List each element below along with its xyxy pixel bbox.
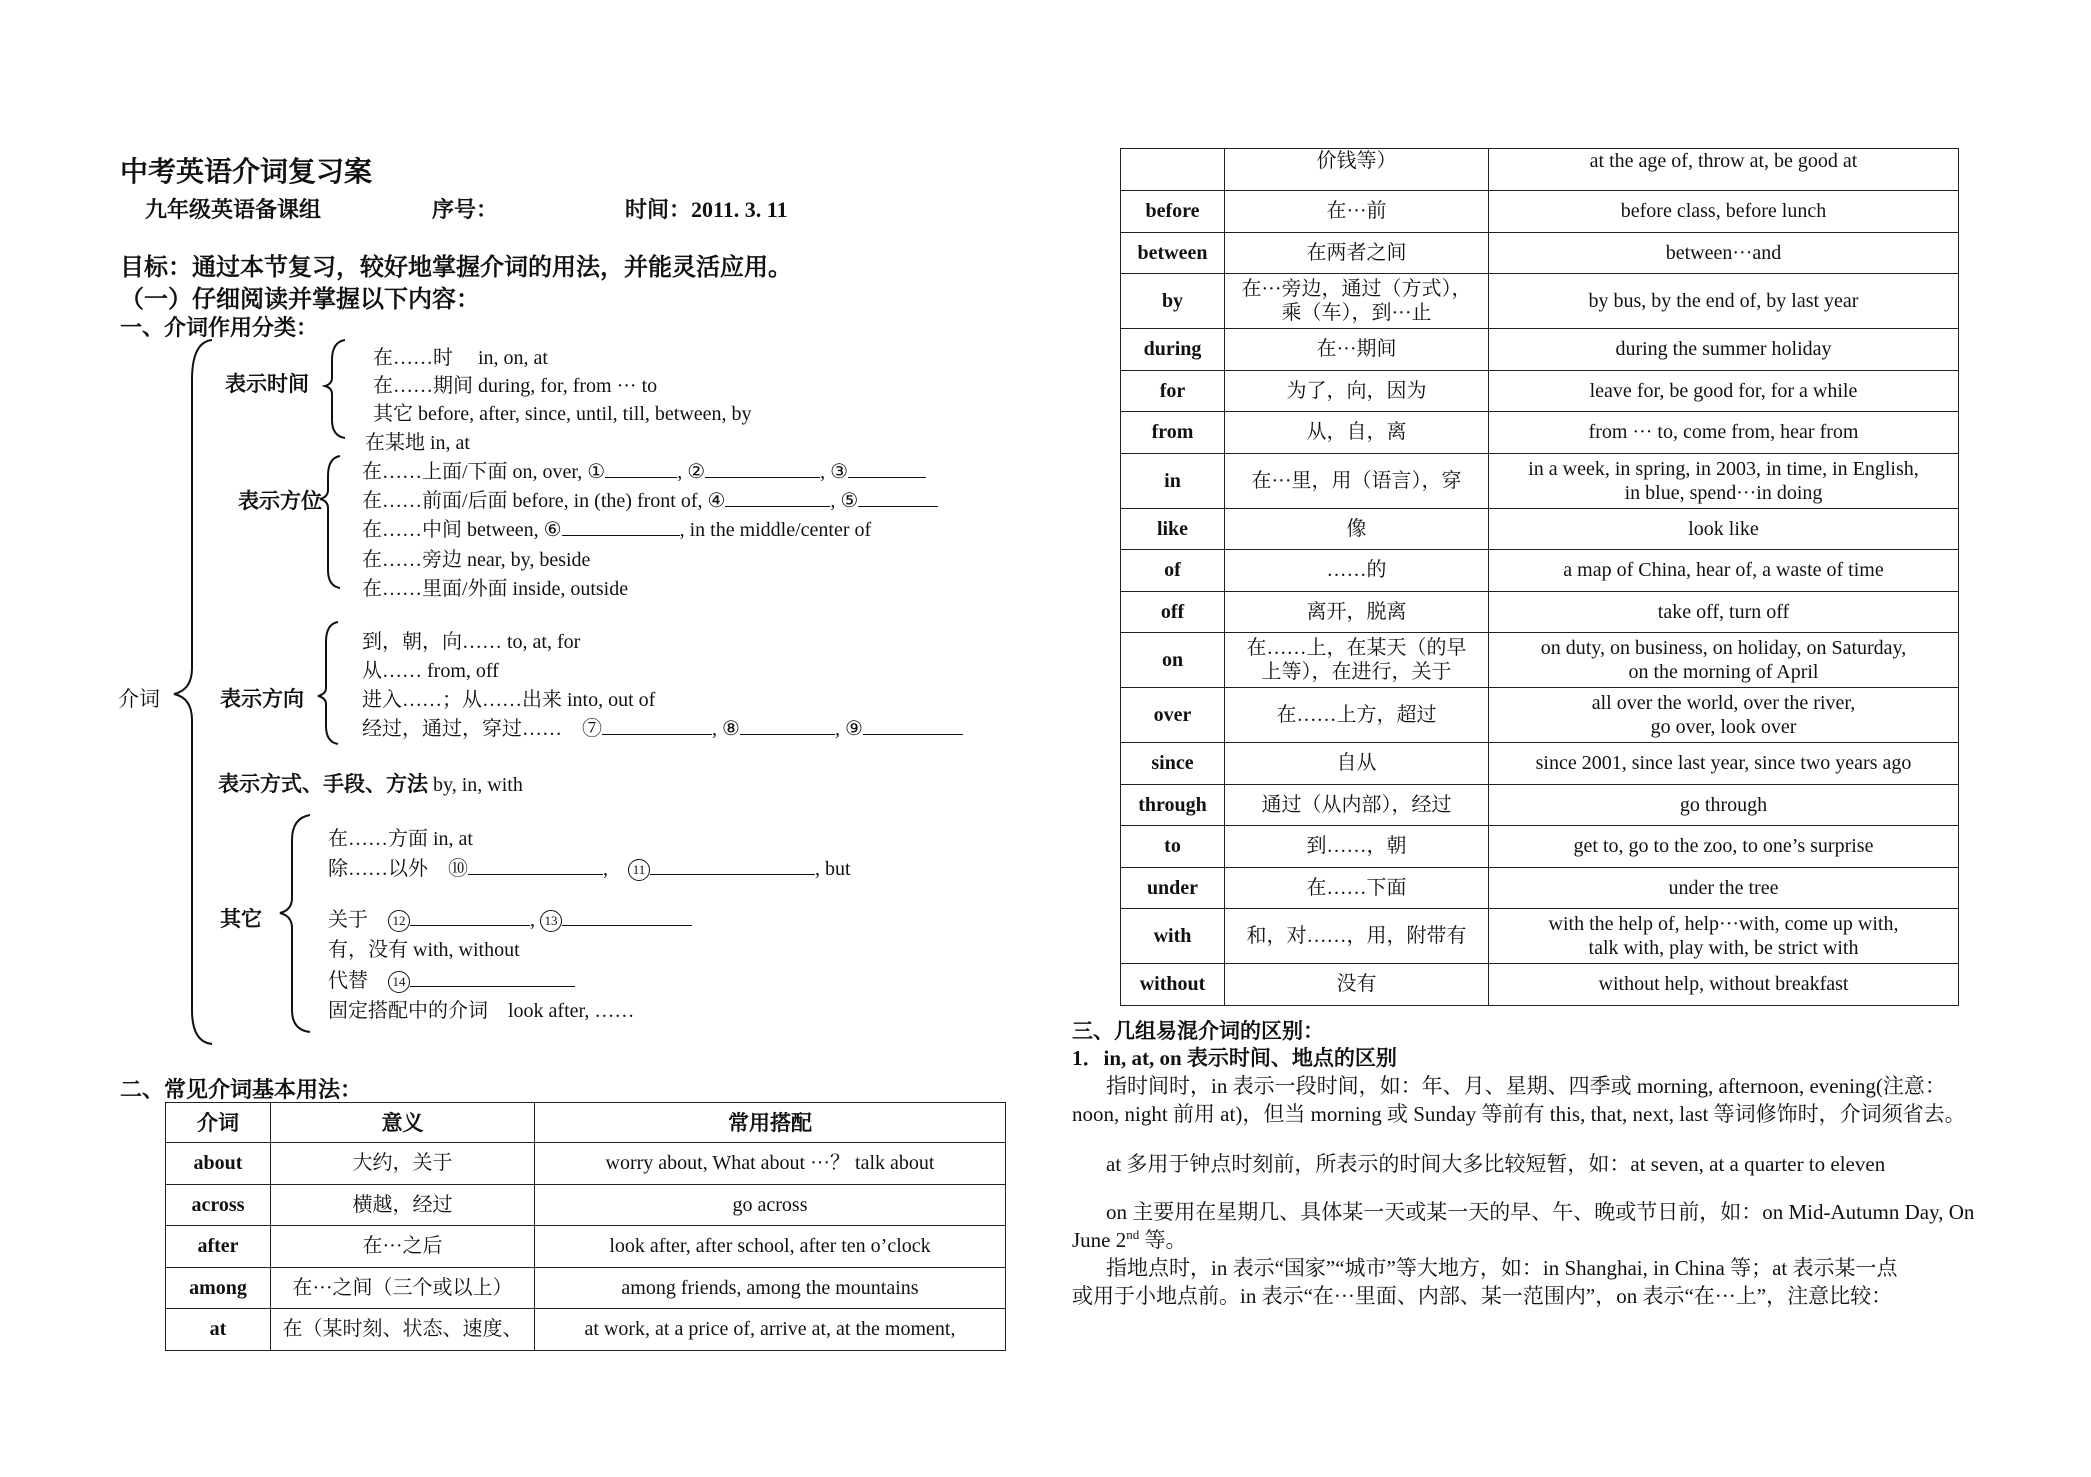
cell-meaning: 在···旁边，通过（方式）， 乘（车），到···止 [1225,274,1489,329]
place-line-5: 在……里面/外面 inside, outside [362,578,629,600]
cell-meaning: 横越，经过 [271,1184,535,1226]
table-row [1121,149,1959,191]
place-label: 表示方位 [238,489,322,513]
group-name: 九年级英语备课组 [145,197,322,222]
table-row [1121,867,1959,909]
cell-meaning: 自从 [1225,743,1489,785]
table-row [1121,191,1959,233]
table-row [1121,909,1959,964]
cell-meaning: 大约，关于 [271,1143,535,1185]
cell-meaning: 到……，朝 [1225,826,1489,868]
cell-word [1121,149,1225,191]
cell-collocation: with the help of, help···with, come up with, talk with, play with, be strict with [1489,909,1959,964]
para-4: 指地点时，in 表示“国家”“城市”等大地方，如：in Shanghai, in China 等；at 表示某一点 [1106,1256,1898,1280]
cell-word: with [1121,909,1225,964]
usage-table-right [1120,148,1959,1006]
cell-collocation: during the summer holiday [1489,329,1959,371]
cell-collocation: among friends, among the mountains [535,1267,1006,1309]
other-line-3: 关于 12 , 13 [328,903,692,932]
cell-collocation: before class, before lunch [1489,191,1959,233]
cell-meaning: 在……下面 [1225,867,1489,909]
para-3b: June 2nd 等。 [1072,1227,1187,1252]
cell-meaning: 没有 [1225,964,1489,1006]
other-line-2: 除……以外 ⑩ , 11 , but [328,852,851,881]
cell-meaning: 和，对……，用，附带有 [1225,909,1489,964]
place-brace [320,456,340,588]
other-line-4: 有，没有 with, without [328,939,520,961]
cell-meaning: 为了，向，因为 [1225,370,1489,412]
goal: 目标：通过本节复习，较好地掌握介词的用法，并能灵活应用。 [120,255,792,281]
para-1: 指时间时，in 表示一段时间，如：年、月、星期、四季或 morning, afternoon, evening(注意： [1106,1074,1946,1098]
cell-word: over [1121,688,1225,743]
direction-line-4: 经过，通过，穿过…… ⑦ , ⑧ , ⑨ [362,712,963,741]
cell-word: in [1121,453,1225,508]
cell-word: to [1121,826,1225,868]
cell-collocation: go through [1489,784,1959,826]
direction-line-1: 到，朝，向…… to, at, for [362,631,581,653]
cell-word: on [1121,633,1225,688]
doc-title: 中考英语介词复习案 [120,157,373,188]
other-brace [280,815,310,1032]
table-row [1121,826,1959,868]
cell-collocation: look after, after school, after ten o’clock [535,1226,1006,1268]
cell-collocation: without help, without breakfast [1489,964,1959,1006]
classification-heading: 一、介词作用分类： [120,315,319,340]
preposition-root: 介词 [118,687,160,711]
cell-collocation: look like [1489,508,1959,550]
cell-meaning: ……的 [1225,550,1489,592]
para-3: on 主要用在星期几、具体某一天或某一天的早、午、晚或节日前，如：on Mid-Autumn Day, On [1106,1200,1975,1224]
table-row [1121,784,1959,826]
cell-collocation: by bus, by the end of, by last year [1489,274,1959,329]
usage-table-left [165,1102,1006,1351]
header-preposition: 介词 [166,1103,271,1143]
time-label: 表示时间 [225,372,309,396]
table-row [1121,964,1959,1006]
table-row [1121,688,1959,743]
cell-word: of [1121,550,1225,592]
cell-meaning: 在···前 [1225,191,1489,233]
cell-word: under [1121,867,1225,909]
cell-collocation: between···and [1489,232,1959,274]
table-row [1121,232,1959,274]
cell-meaning: 在（某时刻、状态、速度、 [271,1309,535,1351]
cell-word: for [1121,370,1225,412]
cell-meaning: 在···里，用（语言），穿 [1225,453,1489,508]
table-row [1121,412,1959,454]
table-row [166,1143,1006,1185]
cell-meaning: 像 [1225,508,1489,550]
part-one-heading: （一）仔细阅读并掌握以下内容： [120,287,480,313]
cell-collocation: a map of China, hear of, a waste of time [1489,550,1959,592]
cell-collocation: get to, go to the zoo, to one’s surprise [1489,826,1959,868]
table-row [166,1309,1006,1351]
cell-word: about [166,1143,271,1185]
place-line-2: 在……前面/后面 before, in (the) front of, ④ , ⑤ [362,484,938,513]
cell-meaning: 通过（从内部），经过 [1225,784,1489,826]
other-label: 其它 [220,907,262,931]
cell-word: since [1121,743,1225,785]
cell-collocation: in a week, in spring, in 2003, in time, in English, in blue, spend···in doing [1489,453,1959,508]
table-row [1121,453,1959,508]
cell-word: by [1121,274,1225,329]
cell-collocation: leave for, be good for, for a while [1489,370,1959,412]
cell-collocation: all over the world, over the river, go over, look over [1489,688,1959,743]
time-line-3: 其它 before, after, since, until, till, between, by [373,403,752,425]
time-line-2: 在……期间 during, for, from ··· to [373,375,658,397]
table-header-row [166,1103,1006,1143]
direction-line-2: 从…… from, off [362,660,499,682]
time-line-4: 在某地 in, at [365,432,470,454]
cell-word: across [166,1184,271,1226]
place-line-3: 在……中间 between, ⑥ , in the middle/center of [362,513,871,542]
table-row [1121,274,1959,329]
cell-collocation: from ··· to, come from, hear from [1489,412,1959,454]
cell-word: during [1121,329,1225,371]
cell-word: without [1121,964,1225,1006]
cell-meaning: 从，自，离 [1225,412,1489,454]
cell-word: among [166,1267,271,1309]
date-label: 时间：2011. 3. 11 [625,197,788,222]
time-brace [325,340,345,438]
table-row [1121,743,1959,785]
cell-collocation: on duty, on business, on holiday, on Saturday, on the morning of April [1489,633,1959,688]
cell-meaning: 在……上，在某天（的早 上等），在进行，关于 [1225,633,1489,688]
usage-heading: 二、常见介词基本用法： [120,1077,363,1102]
cell-word: between [1121,232,1225,274]
header-collocation: 常用搭配 [535,1103,1006,1143]
other-line-5: 代替 14 [328,964,575,993]
table-row [1121,329,1959,371]
cell-collocation: worry about, What about ···？ talk about [535,1143,1006,1185]
cell-word: at [166,1309,271,1351]
cell-collocation: go across [535,1184,1006,1226]
direction-label: 表示方向 [220,687,304,711]
cell-word: after [166,1226,271,1268]
table-row [1121,550,1959,592]
cell-collocation: at work, at a price of, arrive at, at the moment, [535,1309,1006,1351]
cell-word: off [1121,591,1225,633]
direction-brace [318,622,338,744]
para-4b: 或用于小地点前。in 表示“在···里面、内部、某一范围内”，on 表示“在···上”，注意比较： [1072,1284,1893,1308]
cell-meaning: 在···之间（三个或以上） [271,1267,535,1309]
table-row [1121,370,1959,412]
table-row [1121,508,1959,550]
cell-word: like [1121,508,1225,550]
place-line-4: 在……旁边 near, by, beside [362,549,591,571]
distinction-subheading: 1．in, at, on 表示时间、地点的区别 [1072,1046,1397,1070]
cell-meaning: 在···期间 [1225,329,1489,371]
cell-meaning: 价钱等） [1225,149,1489,191]
serial-label: 序号： [432,197,499,222]
cell-collocation: since 2001, since last year, since two years ago [1489,743,1959,785]
cell-collocation: take off, turn off [1489,591,1959,633]
main-brace [174,340,212,1044]
table-row [1121,591,1959,633]
table-row [166,1267,1006,1309]
time-line-1: 在……时 in, on, at [373,347,548,369]
cell-collocation: at the age of, throw at, be good at [1489,149,1959,191]
table-row [166,1184,1006,1226]
para-2: at 多用于钟点时刻前，所表示的时间大多比较短暂，如：at seven, at a quarter to eleven [1106,1152,1886,1176]
cell-word: before [1121,191,1225,233]
cell-meaning: 在···之后 [271,1226,535,1268]
table-row [166,1226,1006,1268]
place-line-1: 在……上面/下面 on, over, ① , ② , ③ [362,455,926,484]
cell-meaning: 在两者之间 [1225,232,1489,274]
header-meaning: 意义 [271,1103,535,1143]
cell-word: through [1121,784,1225,826]
cell-meaning: 离开，脱离 [1225,591,1489,633]
direction-line-3: 进入……；从……出来 into, out of [362,689,656,711]
distinction-heading: 三、几组易混介词的区别： [1072,1019,1324,1043]
table-row [1121,633,1959,688]
manner-line: 表示方式、手段、方法 by, in, with [218,772,523,796]
cell-meaning: 在……上方，超过 [1225,688,1489,743]
cell-word: from [1121,412,1225,454]
other-line-1: 在……方面 in, at [328,828,473,850]
cell-collocation: under the tree [1489,867,1959,909]
other-line-6: 固定搭配中的介词 look after, …… [328,1000,635,1022]
para-1b: noon, night 前用 at)，但当 morning 或 Sunday 等前有 this, that, next, last 等词修饰时，介词须省去。 [1072,1102,1966,1126]
